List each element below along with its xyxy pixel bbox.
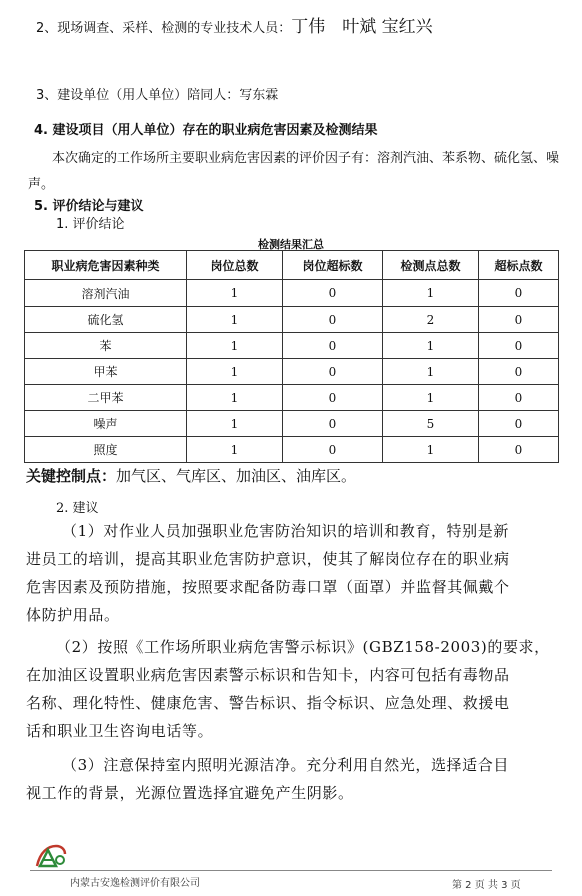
key-points-label: 关键控制点： [26,467,117,485]
table-row [25,385,559,411]
technicians-names: 丁伟 叶斌 宝红兴 [291,17,433,37]
suggestion-2-line: 名称、理化特性、健康危害、警告标识、指令标识、应急处理、救援电 [26,694,510,712]
cell: 1 [187,333,283,359]
cell: 0 [479,411,559,437]
section5-heading: 5. 评价结论与建议 [34,199,144,214]
cell: 1 [187,359,283,385]
cell: 硫化氢 [25,307,187,333]
cell: 溶剂汽油 [25,280,187,307]
cell: 0 [479,385,559,411]
cell: 甲苯 [25,359,187,385]
results-table [24,250,559,463]
key-points-line [26,465,356,486]
escort-line [36,84,278,103]
company-logo-icon [34,842,68,870]
footer-page-number: 第 2 页 共 3 页 [452,880,521,891]
cell: 1 [383,333,479,359]
table-caption: 检测结果汇总 [258,238,324,251]
cell: 0 [479,437,559,463]
header-cell: 岗位总数 [187,251,283,280]
cell: 0 [283,333,383,359]
cell: 1 [187,307,283,333]
cell: 0 [479,280,559,307]
cell: 1 [187,411,283,437]
header-cell: 职业病危害因素种类 [25,251,187,280]
suggestion-1 [26,517,556,629]
cell: 1 [187,437,283,463]
header-cell: 岗位超标数 [283,251,383,280]
cell: 2 [383,307,479,333]
cell: 1 [187,385,283,411]
header-cell: 超标点数 [479,251,559,280]
suggestion-3-line: 视工作的背景，光源位置选择宜避免产生阴影。 [26,784,354,802]
suggestion-1-line: （1）对作业人员加强职业危害防治知识的培训和教育，特别是新 [62,522,509,540]
table-row [25,307,559,333]
suggestion-1-line: 体防护用品。 [26,606,120,624]
table-row [25,280,559,307]
suggestion-3 [26,751,556,807]
key-points-text: 加气区、气库区、加油区、油库区。 [116,467,357,485]
table-row [25,359,559,385]
cell: 1 [383,385,479,411]
suggestion-2-line: （2）按照《工作场所职业病危害警示标识》(GBZ158-2003)的要求， [56,638,550,656]
cell: 1 [383,359,479,385]
cell: 0 [283,359,383,385]
technicians-label: 2、现场调查、采样、检测的专业技术人员： [36,21,292,36]
table-header-row [25,251,559,280]
suggestion-1-line: 进员工的培训，提高其职业危害防护意识，使其了解岗位存在的职业病 [26,550,510,568]
section4-text-2: 声。 [28,177,55,192]
cell: 0 [479,333,559,359]
cell: 0 [283,307,383,333]
suggestion-2-line: 话和职业卫生咨询电话等。 [26,722,214,740]
cell: 5 [383,411,479,437]
cell: 0 [283,437,383,463]
section4-heading: 4. 建设项目（用人单位）存在的职业病危害因素及检测结果 [34,123,378,138]
technicians-line [36,12,433,37]
cell: 0 [283,280,383,307]
suggestions-heading: 2. 建议 [56,501,99,516]
header-cell: 检测点总数 [383,251,479,280]
cell: 0 [283,411,383,437]
suggestion-2 [26,633,556,745]
cell: 1 [383,437,479,463]
suggestion-3-line: （3）注意保持室内照明光源洁净。充分利用自然光，选择适合目 [62,756,509,774]
section4-text-1: 本次确定的工作场所主要职业病危害因素的评价因子有：溶剂汽油、苯系物、硫化氢、噪 [52,151,560,166]
cell: 照度 [25,437,187,463]
cell: 1 [383,280,479,307]
table-row [25,437,559,463]
escort-label: 3、建设单位（用人单位）陪同人： [36,88,240,103]
table-row [25,411,559,437]
cell: 0 [479,307,559,333]
section5-sub1: 1. 评价结论 [56,217,125,232]
cell: 0 [283,385,383,411]
cell: 0 [479,359,559,385]
cell: 苯 [25,333,187,359]
table-row [25,333,559,359]
footer-divider [30,870,552,871]
footer-company: 内蒙古安逸检测评价有限公司 [70,878,200,889]
cell: 噪声 [25,411,187,437]
suggestion-1-line: 危害因素及预防措施，按照要求配备防毒口罩（面罩）并监督其佩戴个 [26,578,510,596]
cell: 二甲苯 [25,385,187,411]
suggestion-2-line: 在加油区设置职业病危害因素警示标识和告知卡，内容可包括有毒物品 [26,666,510,684]
cell: 1 [187,280,283,307]
escort-name: 写东霖 [239,88,279,103]
